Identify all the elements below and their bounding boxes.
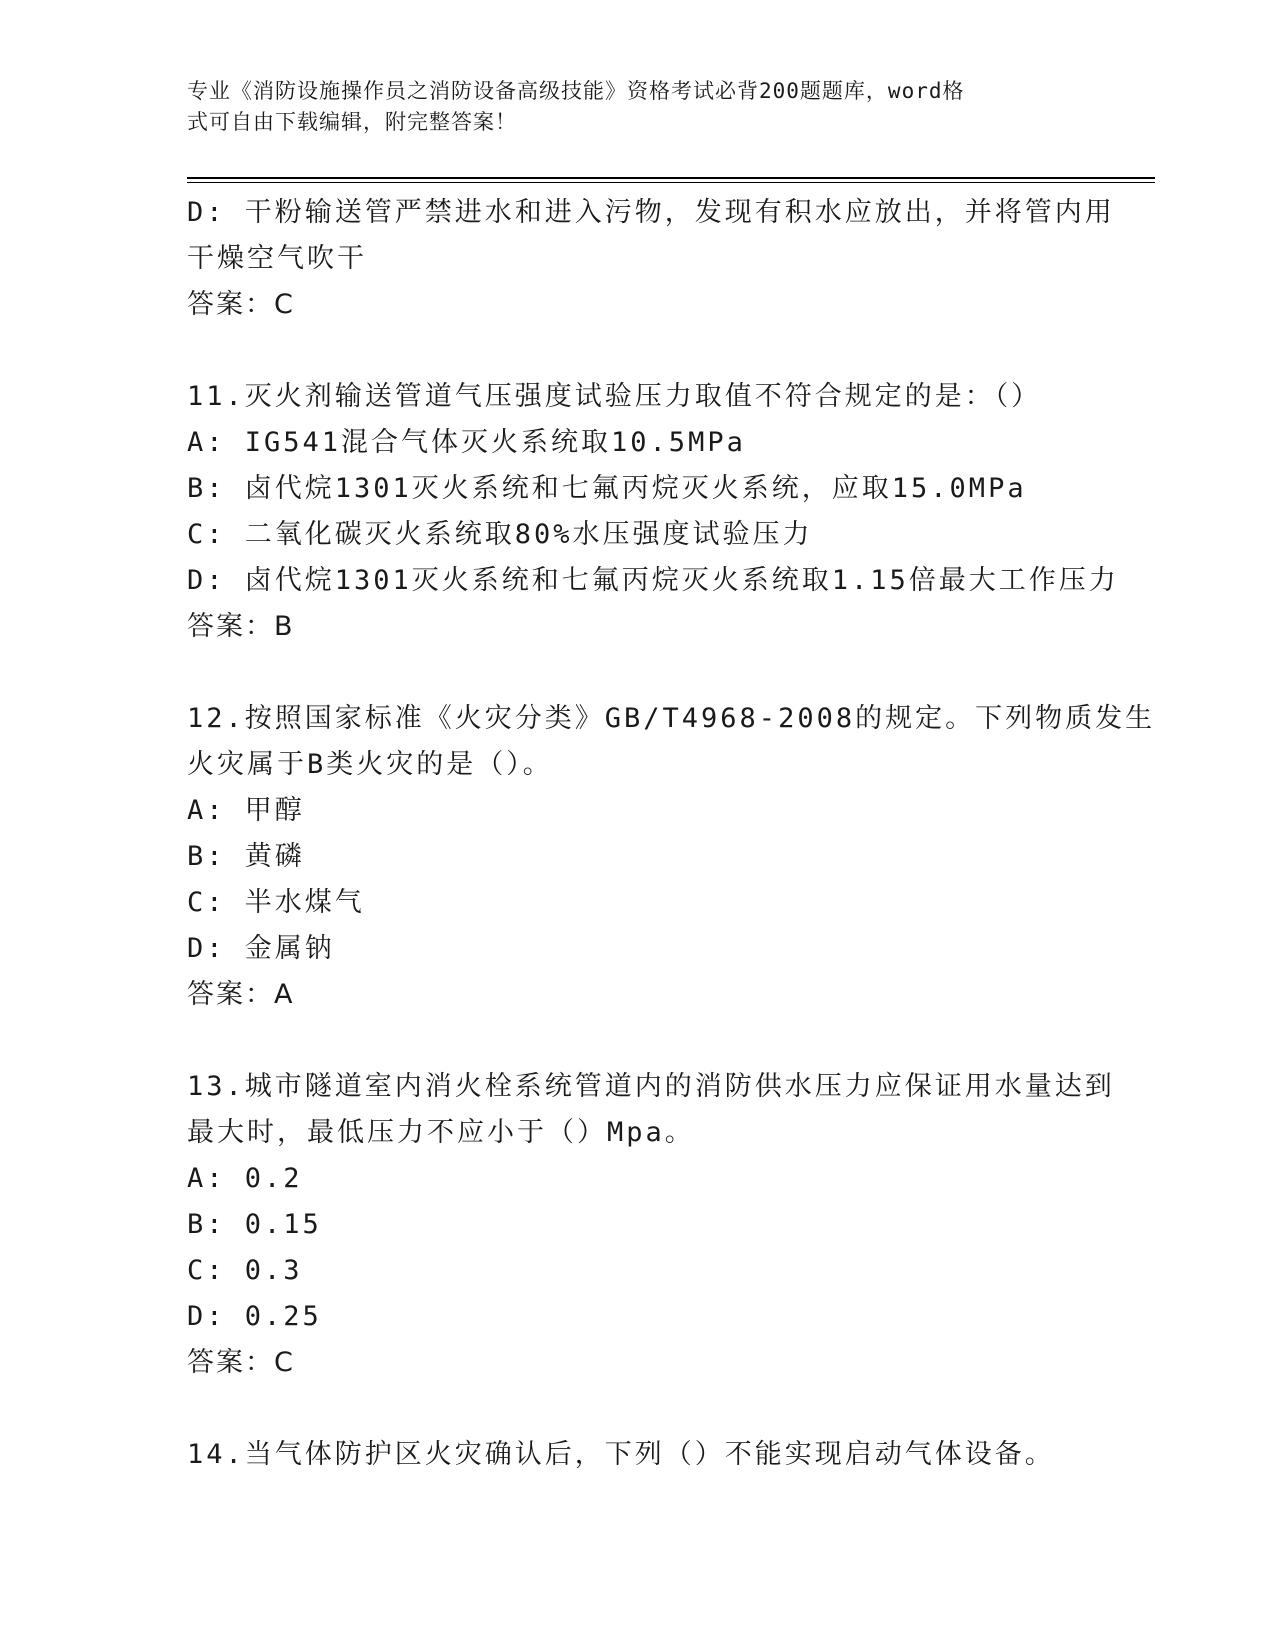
option-d: D: 0.25 [187,1301,322,1332]
header-divider-thick [187,177,1155,179]
question-list [187,190,1156,1478]
question-text: 14.当气体防护区火灾确认后，下列（）不能实现启动气体设备。 [187,1439,1055,1470]
question-text-line-2: 火灾属于B类火灾的是（）。 [187,749,553,780]
question-text-line-2: 最大时，最低压力不应小于（）Mpa。 [187,1117,695,1148]
spacer [187,650,1087,696]
option-b: B: 黄磷 [187,841,305,872]
question-12 [187,696,1156,1018]
option-c: C: 半水煤气 [187,887,365,918]
option-d: D: 卤代烷1301灭火系统和七氟丙烷灭火系统取1.15倍最大工作压力 [187,565,1119,596]
header-line-2: 式可自由下载编辑，附完整答案！ [187,110,517,134]
option-b: B: 卤代烷1301灭火系统和七氟丙烷灭火系统，应取15.0MPa [187,473,1027,504]
question-14 [187,1432,1087,1478]
question-text-line-1: 12.按照国家标准《火灾分类》GB/T4968-2008的规定。下列物质发生 [187,703,1156,734]
answer: 答案：B [187,611,295,642]
answer: 答案：C [187,289,295,320]
spacer [187,1386,1087,1432]
option-a: A: 0.2 [187,1163,303,1194]
spacer [187,1018,1087,1064]
option-a: A: IG541混合气体灭火系统取10.5MPa [187,427,746,458]
previous-question [187,190,1115,328]
option-b: B: 0.15 [187,1209,322,1240]
answer: 答案：C [187,1347,295,1378]
question-text: 11.灭火剂输送管道气压强度试验压力取值不符合规定的是：（） [187,381,1042,412]
header-divider-thin [187,182,1155,183]
header-line-1: 专业《消防设施操作员之消防设备高级技能》资格考试必背200题题库，word格 [187,79,965,103]
option-a: A: 甲醇 [187,795,305,826]
document-header [187,76,1087,138]
spacer [187,328,1087,374]
option-d-line-2: 干燥空气吹干 [187,243,367,274]
question-11 [187,374,1119,650]
answer: 答案：A [187,979,295,1010]
option-c: C: 二氧化碳灭火系统取80%水压强度试验压力 [187,519,813,550]
option-d-line-1: D: 干粉输送管严禁进水和进入污物，发现有积水应放出，并将管内用 [187,197,1115,228]
question-13 [187,1064,1115,1386]
question-text-line-1: 13.城市隧道室内消火栓系统管道内的消防供水压力应保证用水量达到 [187,1071,1115,1102]
option-c: C: 0.3 [187,1255,303,1286]
option-d: D: 金属钠 [187,933,335,964]
